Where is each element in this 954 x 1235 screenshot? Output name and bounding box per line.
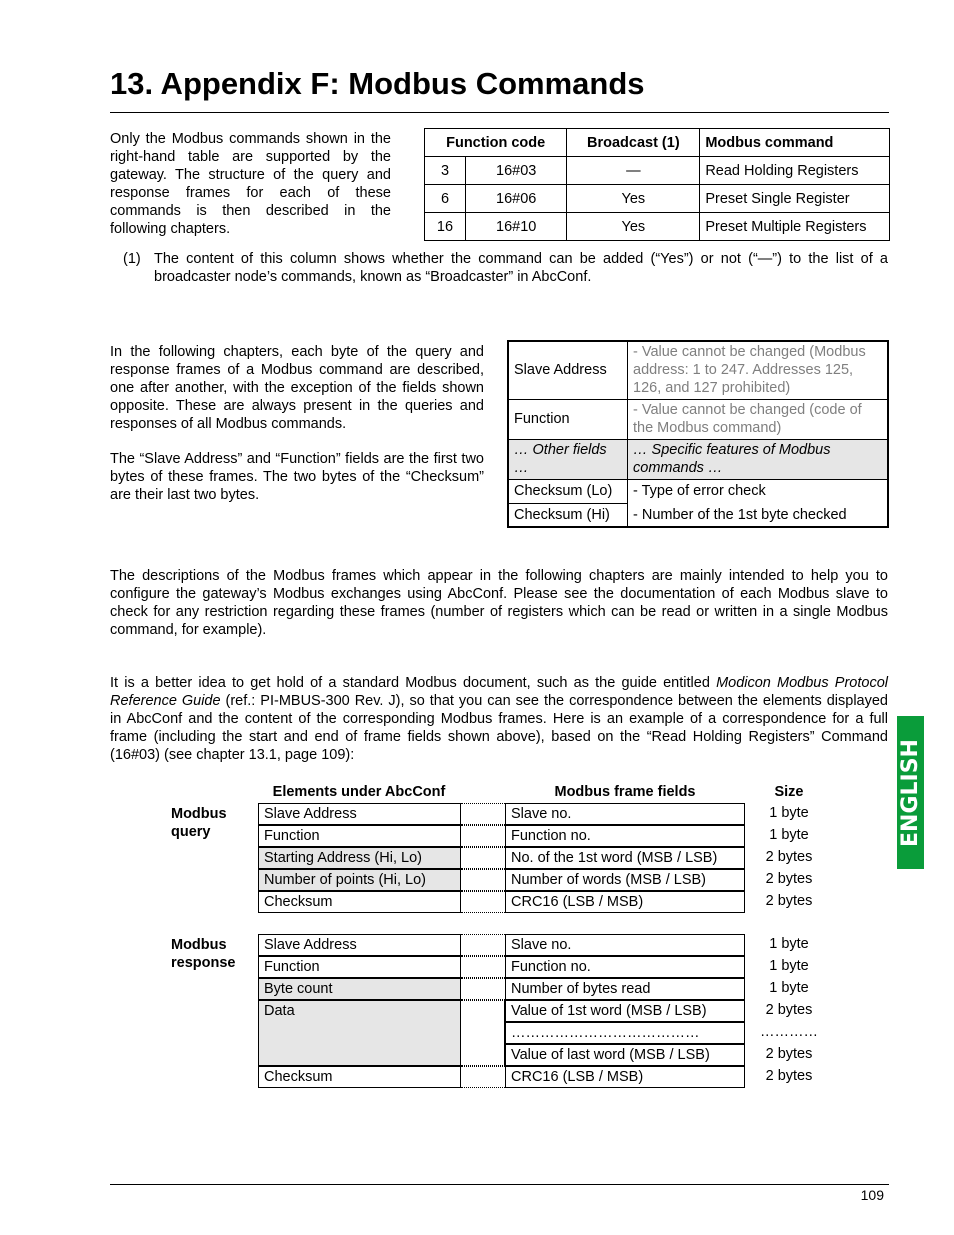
query-element: Starting Address (Hi, Lo) [258, 847, 461, 869]
query-element: Function [258, 825, 461, 847]
example-header-size: Size [774, 784, 804, 800]
response-frame-field: CRC16 (LSB / MSB) [505, 1066, 745, 1088]
field-other-note: … Specific features of Modbus commands … [628, 439, 889, 479]
row-connector [461, 934, 505, 956]
function-code-hex: 16#10 [466, 213, 567, 241]
intro-paragraph: Only the Modbus commands shown in the right-hand table are supported by the gateway. The structure of the query and response frames for each of these commands is then described in the following chapters. [110, 131, 391, 237]
query-frame-field: Number of words (MSB / LSB) [505, 869, 745, 891]
function-code-hex: 16#06 [466, 185, 567, 213]
response-element: Checksum [258, 1066, 461, 1088]
function-code-dec: 16 [425, 213, 466, 241]
common-fields-table [507, 340, 889, 528]
broadcast-value: — [567, 157, 700, 185]
frames-description-paragraph: The descriptions of the Modbus frames which appear in the following chapters are mainly intended to help you to configure the gateway’s Modbus exchanges using AbcConf. Please see the documentation of each Modbus slave to check for any restriction regarding these frames (number of registers which can be read or written in a single Modbus command, for example). [110, 568, 888, 638]
example-header-frame: Modbus frame fields [554, 784, 696, 800]
query-element: Number of points (Hi, Lo) [258, 869, 461, 891]
response-size: 1 byte [769, 980, 809, 996]
field-slave-address-note: - Value cannot be changed (Modbus address: 1 to 247. Addresses 125, 126, and 127 prohibited) [628, 341, 889, 399]
function-code-dec: 3 [425, 157, 466, 185]
frame-bytes-paragraph: The “Slave Address” and “Function” fields are the first two bytes of these frames. The two bytes of the “Checksum” are their last two bytes. [110, 451, 484, 503]
header-modbus-command: Modbus command [700, 129, 890, 157]
query-element: Checksum [258, 891, 461, 913]
response-size: 2 bytes [765, 1068, 813, 1084]
query-size: 1 byte [769, 827, 809, 843]
modbus-query-label: Modbus query [171, 806, 227, 840]
query-size: 2 bytes [765, 849, 813, 865]
footer-rule [110, 1184, 889, 1185]
reference-guide-title: Modicon Modbus Protocol Reference Guide [110, 675, 888, 709]
field-checksum-lo-note: - Type of error check [628, 479, 889, 503]
commands-table [424, 128, 890, 241]
row-connector [461, 891, 505, 913]
table-row [425, 157, 890, 185]
function-code-hex: 16#03 [466, 157, 567, 185]
example-header-abcconf: Elements under AbcConf [272, 784, 446, 800]
row-connector [461, 1066, 505, 1088]
row-connector [461, 825, 505, 847]
reference-text-after: (ref.: PI-MBUS-300 Rev. J), so that you can see the correspondence between the elements displayed in AbcConf and the content of the corresponding Modbus frames. Here is an example of a correspondence for a full frame (including the start and end of frame fields shown above), based on the “Read Holding Registers” Command (16#03) (see chapter 13.1, page 109): [110, 693, 888, 763]
reference-text-before: It is a better idea to get hold of a standard Modbus document, such as the guide entitled [110, 675, 717, 691]
field-slave-address: Slave Address [508, 341, 628, 399]
modbus-response-label: Modbus response [171, 937, 236, 971]
fields-description-paragraph: In the following chapters, each byte of the query and response frames of a Modbus command are described, one after another, with the exception of the fields shown opposite. These are always present in the queries and responses of all Modbus commands. [110, 344, 484, 432]
response-frame-field: ………………………………… [505, 1022, 745, 1044]
field-function-note: - Value cannot be changed (code of the Modbus command) [628, 399, 889, 439]
query-frame-field: Slave no. [505, 803, 745, 825]
commands-table-header [425, 129, 890, 157]
row-connector [461, 956, 505, 978]
table-row [508, 479, 888, 503]
response-size: 2 bytes [765, 1046, 813, 1062]
modbus-command-name: Read Holding Registers [700, 157, 890, 185]
response-frame-field: Number of bytes read [505, 978, 745, 1000]
table-row [425, 213, 890, 241]
field-checksum-hi: Checksum (Hi) [508, 503, 628, 527]
broadcast-value: Yes [567, 185, 700, 213]
query-frame-field: Function no. [505, 825, 745, 847]
response-size: 2 bytes [765, 1002, 813, 1018]
response-element: Slave Address [258, 934, 461, 956]
response-element: Function [258, 956, 461, 978]
row-connector [461, 803, 505, 825]
table-row [425, 185, 890, 213]
modbus-command-name: Preset Single Register [700, 185, 890, 213]
table-row [508, 341, 888, 399]
response-size: ………… [760, 1024, 818, 1040]
row-connector [461, 847, 505, 869]
response-frame-field: Value of 1st word (MSB / LSB) [505, 1000, 745, 1022]
broadcast-value: Yes [567, 213, 700, 241]
response-frame-field: Value of last word (MSB / LSB) [505, 1044, 745, 1066]
query-frame-field: No. of the 1st word (MSB / LSB) [505, 847, 745, 869]
reference-paragraph [110, 674, 888, 764]
header-function-code: Function code [425, 129, 567, 157]
query-size: 2 bytes [765, 871, 813, 887]
footnote-marker: (1) [123, 251, 141, 267]
function-code-dec: 6 [425, 185, 466, 213]
response-size: 1 byte [769, 958, 809, 974]
title-rule [110, 112, 889, 113]
field-other: … Other fields … [508, 439, 628, 479]
query-size: 2 bytes [765, 893, 813, 909]
header-broadcast: Broadcast (1) [567, 129, 700, 157]
response-size: 1 byte [769, 936, 809, 952]
response-element: Byte count [258, 978, 461, 1000]
table-row [508, 503, 888, 527]
page-number: 109 [860, 1187, 884, 1203]
field-checksum-lo: Checksum (Lo) [508, 479, 628, 503]
table-row [508, 439, 888, 479]
language-tab-label: ENGLISH [897, 738, 923, 847]
query-size: 1 byte [769, 805, 809, 821]
row-connector [461, 869, 505, 891]
modbus-command-name: Preset Multiple Registers [700, 213, 890, 241]
field-function: Function [508, 399, 628, 439]
footnote-text: The content of this column shows whether the command can be added (“Yes”) or not (“—”) to the list of a broadcaster node’s commands, known as “Broadcaster” in AbcConf. [154, 251, 888, 285]
response-element: Data [258, 1000, 461, 1066]
language-tab [897, 716, 924, 869]
page-title: 13. Appendix F: Modbus Commands [110, 66, 645, 101]
table-row [508, 399, 888, 439]
query-frame-field: CRC16 (LSB / MSB) [505, 891, 745, 913]
row-connector [461, 1000, 505, 1066]
field-checksum-hi-note: - Number of the 1st byte checked [628, 503, 889, 527]
response-frame-field: Slave no. [505, 934, 745, 956]
response-frame-field: Function no. [505, 956, 745, 978]
row-connector [461, 978, 505, 1000]
query-element: Slave Address [258, 803, 461, 825]
